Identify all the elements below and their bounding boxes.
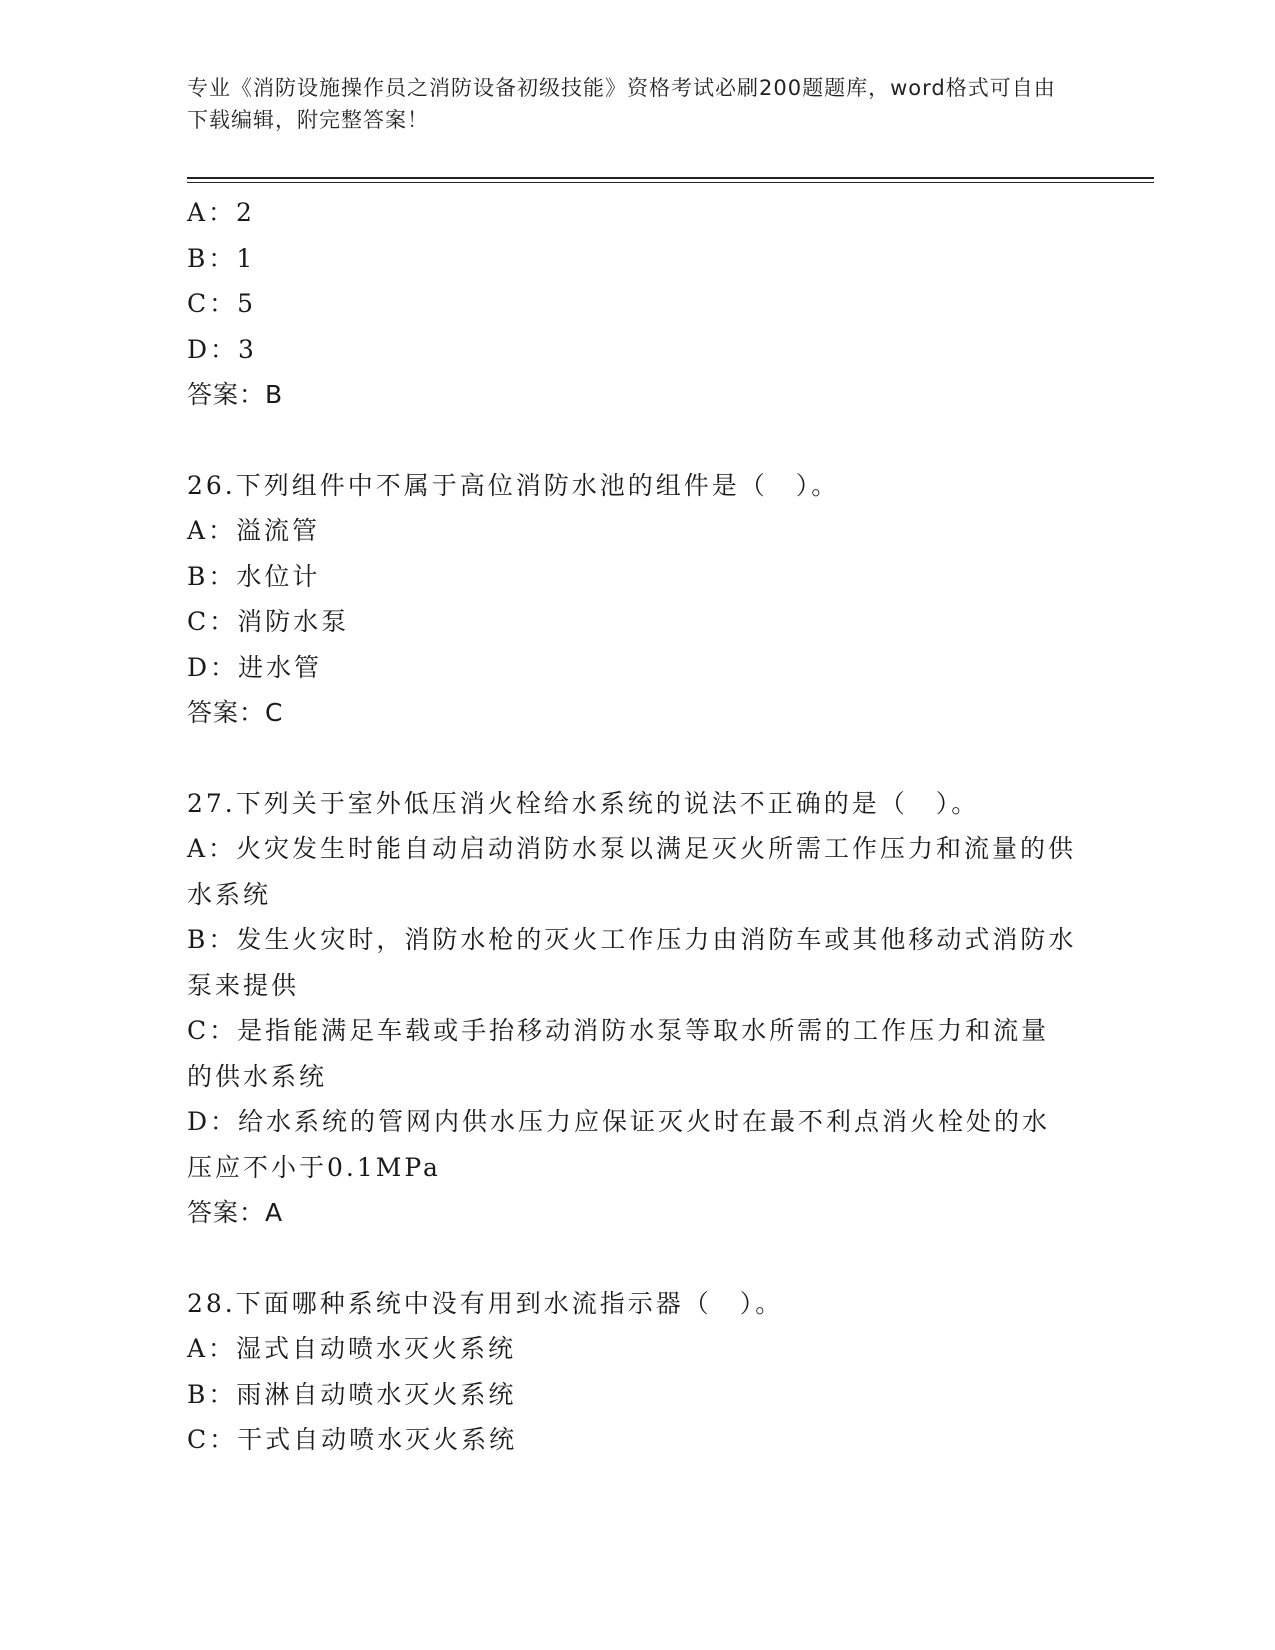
option-b: B：发生火灾时，消防水枪的灭火工作压力由消防车或其他移动式消防水泵来提供: [187, 925, 1077, 1000]
question-stem: 26.下列组件中不属于高位消防水池的组件是（ ）。: [187, 470, 840, 500]
option-b: B：雨淋自动喷水灭火系统: [187, 1379, 517, 1409]
document-title: 专业《消防设施操作员之消防设备初级技能》资格考试必刷200题题库，word格式可自由下载编辑，附完整答案！: [187, 76, 1056, 132]
header-rule-thin: [187, 182, 1154, 183]
previous-question: [187, 190, 1077, 418]
option-a: A：火灾发生时能自动启动消防水泵以满足灭火所需工作压力和流量的供水系统: [187, 834, 1077, 909]
question-stem: 28.下面哪种系统中没有用到水流指示器（ ）。: [187, 1288, 784, 1318]
option-c: C：5: [187, 289, 257, 318]
option-b: B：水位计: [187, 561, 321, 591]
option-d: D：进水管: [187, 652, 323, 682]
option-b: B：1: [187, 243, 256, 273]
option-c: C：消防水泵: [187, 607, 350, 636]
option-a: A：2: [187, 198, 255, 227]
header-rule-thick: [187, 177, 1154, 179]
answer: 答案：B: [187, 380, 284, 409]
question-stem: 27.下列关于室外低压消火栓给水系统的说法不正确的是（ ）。: [187, 788, 980, 818]
option-a: A：湿式自动喷水灭火系统: [187, 1334, 517, 1363]
answer: 答案：A: [187, 1198, 284, 1227]
answer: 答案：C: [187, 698, 284, 727]
question-26: [187, 463, 1077, 736]
question-content: [187, 190, 1077, 1463]
option-a: A：溢流管: [187, 516, 321, 545]
option-d: D：给水系统的管网内供水压力应保证灭火时在最不利点消火栓处的水压应不小于0.1MPa: [187, 1107, 1051, 1182]
question-27: [187, 781, 1077, 1236]
option-c: C：是指能满足车载或手抬移动消防水泵等取水所需的工作压力和流量的供水系统: [187, 1016, 1050, 1091]
option-d: D：3: [187, 334, 257, 364]
question-28: [187, 1281, 1077, 1463]
option-c: C：干式自动喷水灭火系统: [187, 1425, 518, 1454]
document-header: [187, 72, 1067, 136]
